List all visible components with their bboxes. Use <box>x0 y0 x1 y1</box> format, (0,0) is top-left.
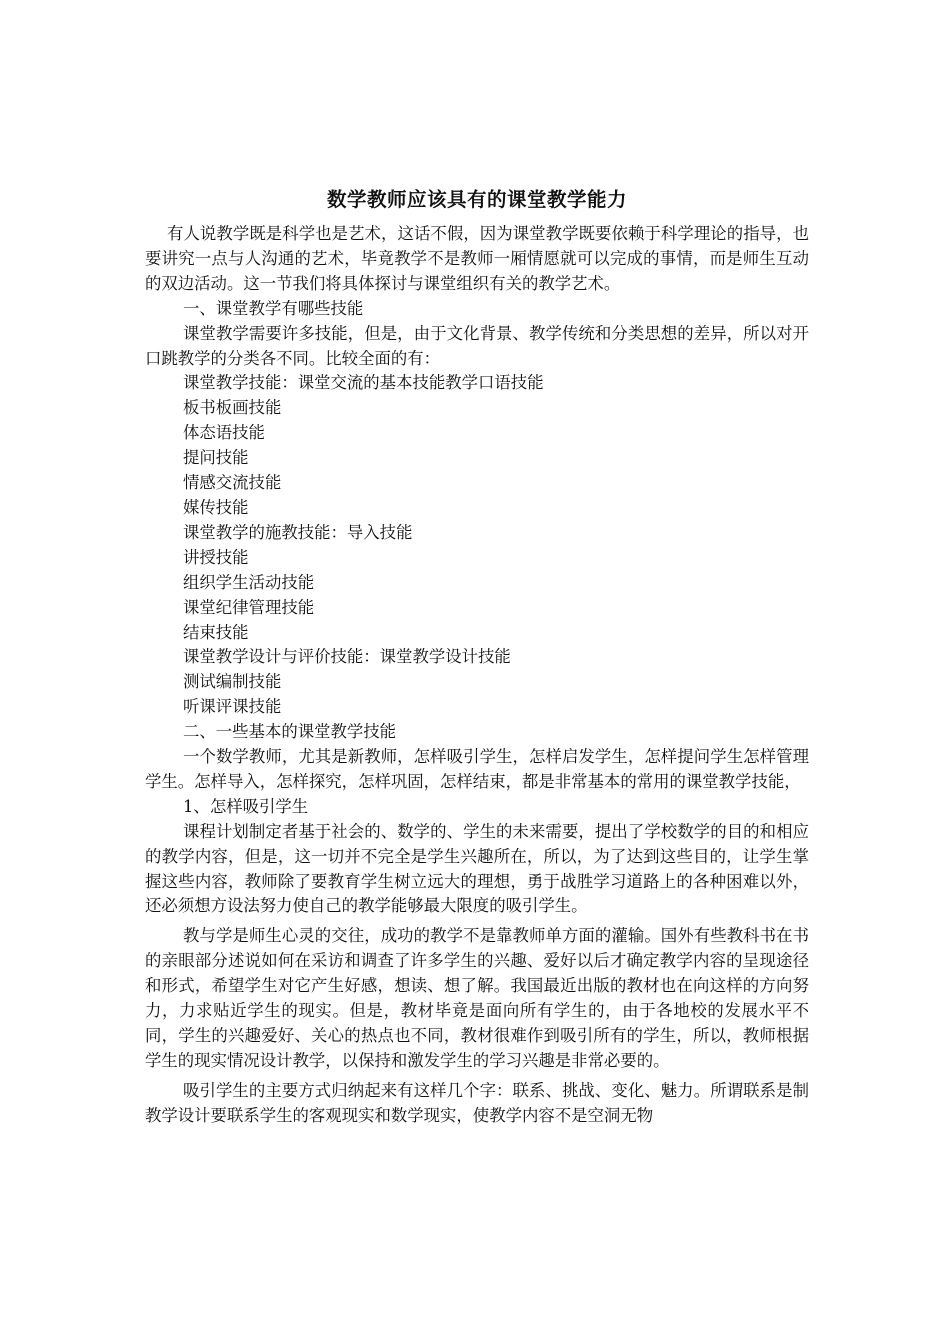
paragraph-skills-overview: 课堂教学需要许多技能，但是，由于文化背景、教学传统和分类思想的差异，所以对开口跳教学的分类各不同。比较全面的有： <box>145 323 809 368</box>
document-title: 数学教师应该具有的课堂教学能力 <box>326 188 627 211</box>
skill-line: 课堂纪律管理技能 <box>183 597 315 617</box>
skill-line: 媒传技能 <box>183 497 249 517</box>
section-heading-2: 二、一些基本的课堂教学技能 <box>183 722 397 742</box>
paragraph-attract-methods: 吸引学生的主要方式归纳起来有这样几个字：联系、挑战、变化、魅力。所谓联系是制教学设计要联系学生的客观现实和数学现实，使教学内容不是空洞无物 <box>145 1080 809 1125</box>
skill-line: 课堂教学设计与评价技能：课堂教学设计技能 <box>183 647 511 667</box>
skill-line: 听课评课技能 <box>183 697 282 717</box>
skill-line: 组织学生活动技能 <box>183 572 315 592</box>
skill-line: 结束技能 <box>183 622 249 642</box>
skill-line: 课堂教学技能：课堂交流的基本技能教学口语技能 <box>183 373 544 393</box>
document-page <box>145 186 809 1129</box>
skill-line: 测试编制技能 <box>183 672 282 692</box>
skill-line: 板书板画技能 <box>183 398 282 418</box>
paragraph-attract-students: 课程计划制定者基于社会的、数学的、学生的未来需要，提出了学校数学的目的和相应的教学内容，但是，这一切并不完全是学生兴趣所在，所以，为了达到这些目的，让学生掌握这些内容，教师除了要教育学生树立远大的理想，勇于战胜学习道路上的各种困难以外，还必须想方设法努力使自己的教学能够最大限度的吸引学生。 <box>145 821 809 916</box>
skill-line: 课堂教学的施教技能：导入技能 <box>183 522 413 542</box>
skill-line: 讲授技能 <box>183 547 249 567</box>
paragraph-teaching-learning: 教与学是师生心灵的交往，成功的教学不是靠教师单方面的灌输。国外有些教科书在书的亲眼部分述说如何在采访和调查了许多学生的兴趣、爱好以后才确定教学内容的呈现途径和形式，希望学生对它产生好感，想读、想了解。我国最近出版的教材也在向这样的方向努力，力求贴近学生的现实。但是，教材毕竟是面向所有学生的，由于各地校的发展水平不同，学生的兴趣爱好、关心的热点也不同，教材很难作到吸引所有的学生，所以，教师根据学生的现实情况设计教学，以保持和激发学生的学习兴趣是非常必要的。 <box>145 926 809 1070</box>
skill-line: 提问技能 <box>183 448 249 468</box>
subsection-heading-1: 1、怎样吸引学生 <box>183 796 309 816</box>
paragraph-intro: 有人说教学既是科学也是艺术，这话不假，因为课堂教学既要依赖于科学理论的指导，也要讲究一点与人沟通的艺术，毕竟教学不是教师一厢情愿就可以完成的事情，而是师生互动的双边活动。这一节我们将具体探讨与课堂组织有关的教学艺术。 <box>145 224 809 293</box>
skill-line: 情感交流技能 <box>183 473 282 493</box>
section-heading-1: 一、课堂教学有哪些技能 <box>183 298 364 318</box>
paragraph-basic-skills: 一个数学教师，尤其是新教师，怎样吸引学生，怎样启发学生，怎样提问学生怎样管理学生。怎样导入，怎样探究，怎样巩固，怎样结束，都是非常基本的常用的课堂教学技能， <box>145 747 809 791</box>
skill-line: 体态语技能 <box>183 423 265 443</box>
